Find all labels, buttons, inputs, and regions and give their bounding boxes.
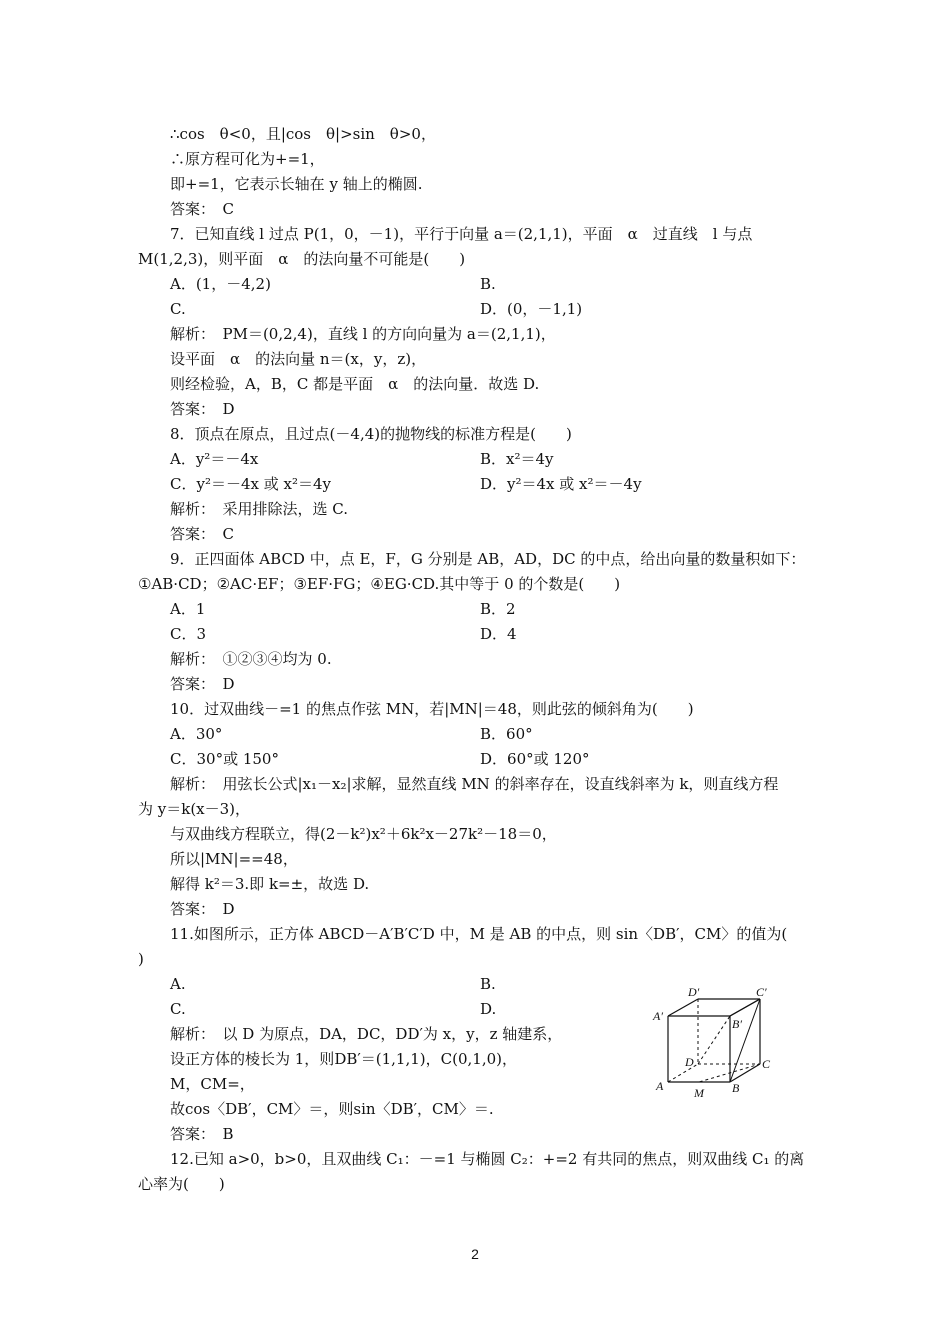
option-c: C．y²＝－4x 或 x²＝4y: [170, 475, 331, 493]
question-9: 9．正四面体 ABCD 中，点 E，F，G 分别是 AB，AD，DC 的中点，给出向量的数量积如下：: [170, 550, 806, 568]
vertex-label: B′: [732, 1017, 742, 1031]
question-10: 10．过双曲线－=1 的焦点作弦 MN，若|MN|＝48，则此弦的倾斜角为( ): [170, 700, 694, 718]
vertex-label: M: [694, 1086, 704, 1100]
text-line: 即+=1，它表示长轴在 y 轴上的椭圆.: [170, 175, 423, 193]
text-line: 则经检验，A，B，C 都是平面 α 的法向量．故选 D.: [170, 375, 540, 393]
question-11: 11.如图所示，正方体 ABCD－A′B′C′D 中，M 是 AB 的中点，则 sin〈DB′，CM〉的值为(: [170, 925, 788, 943]
option-c: C．3: [170, 625, 207, 643]
vertex-label: D′: [688, 986, 700, 999]
text-line: 解得 k²＝3.即 k=±，故选 D.: [170, 875, 370, 893]
text-line: 心率为( ): [138, 1175, 225, 1193]
option-d: D．(0，－1,1): [480, 300, 583, 318]
option-b: B．x²＝4y: [480, 450, 554, 468]
text-line: ∴cos θ<0，且|cos θ|>sin θ>0，: [170, 125, 436, 143]
text-line: M(1,2,3)，则平面 α 的法向量不可能是( ): [138, 250, 466, 268]
text-line: 答案： D: [170, 900, 235, 918]
text-line: 设平面 α 的法向量 n＝(x，y，z)，: [170, 350, 427, 368]
vertex-label: A: [656, 1079, 664, 1093]
vertex-label: A′: [653, 1009, 663, 1023]
option-b: B.: [480, 975, 496, 993]
text-line: 答案： D: [170, 675, 235, 693]
text-line: 设正方体的棱长为 1，则DB′＝(1,1,1)，C(0,1,0)，: [170, 1050, 517, 1068]
text-line: 答案： C: [170, 200, 234, 218]
option-c: C.: [170, 1000, 186, 1018]
text-line: 解析： 采用排除法，选 C.: [170, 500, 348, 518]
option-d: D．4: [480, 625, 517, 643]
text-line: 解析： ①②③④均为 0.: [170, 650, 332, 668]
question-8: 8．顶点在原点，且过点(－4,4)的抛物线的标准方程是( ): [170, 425, 572, 443]
vertex-label: C: [762, 1057, 771, 1071]
page-number: 2: [471, 1246, 479, 1262]
option-b: B.: [480, 275, 496, 293]
text-line: 故cos〈DB′，CM〉＝，则sin〈DB′，CM〉＝.: [170, 1100, 494, 1118]
option-a: A．30°: [170, 725, 223, 743]
option-c: C.: [170, 300, 186, 318]
option-b: B．60°: [480, 725, 533, 743]
option-d: D．60°或 120°: [480, 750, 590, 768]
text-line: 与双曲线方程联立，得(2－k²)x²＋6k²x－27k²－18＝0，: [170, 825, 557, 843]
text-line: ): [138, 950, 144, 968]
text-line: 答案： D: [170, 400, 235, 418]
vertex-label: C′: [756, 986, 767, 999]
question-7: 7．已知直线 l 过点 P(1，0，－1)，平行于向量 a＝(2,1,1)，平面 α 过直线 l 与点: [170, 225, 753, 243]
option-d: D．y²＝4x 或 x²＝－4y: [480, 475, 642, 493]
option-a: A．y²＝－4x: [170, 450, 259, 468]
vertex-label: B: [732, 1081, 740, 1095]
option-a: A．1: [170, 600, 206, 618]
option-d: D.: [480, 1000, 497, 1018]
text-line: M，CM=，: [170, 1075, 255, 1093]
text-line: 为 y＝k(x－3)，: [138, 800, 251, 818]
question-12: 12.已知 a>0，b>0，且双曲线 C₁：－=1 与椭圆 C₂：+=2 有共同的焦点，则双曲线 C₁ 的离: [170, 1150, 805, 1168]
text-line: ∴原方程可化为+=1，: [170, 150, 325, 168]
vertex-label: D: [685, 1055, 694, 1069]
text-line: ①AB·CD；②AC·EF；③EF·FG；④EG·CD.其中等于 0 的个数是( ): [138, 575, 621, 593]
text-line: 所以|MN|==48，: [170, 850, 298, 868]
option-a: A.: [170, 975, 186, 993]
text-line: 答案： C: [170, 525, 234, 543]
text-line: 解析： 以 D 为原点，DA，DC，DD′为 x，y，z 轴建系，: [170, 1025, 563, 1043]
cube-figure: [652, 986, 772, 1102]
option-a: A．(1，－4,2): [170, 275, 271, 293]
option-c: C．30°或 150°: [170, 750, 279, 768]
text-line: 解析： PM＝(0,2,4)，直线 l 的方向向量为 a＝(2,1,1)，: [170, 325, 556, 343]
text-line: 答案： B: [170, 1125, 234, 1143]
text-line: 解析： 用弦长公式|x₁－x₂|求解，显然直线 MN 的斜率存在，设直线斜率为 k，则直线方程: [170, 775, 779, 793]
option-b: B．2: [480, 600, 516, 618]
